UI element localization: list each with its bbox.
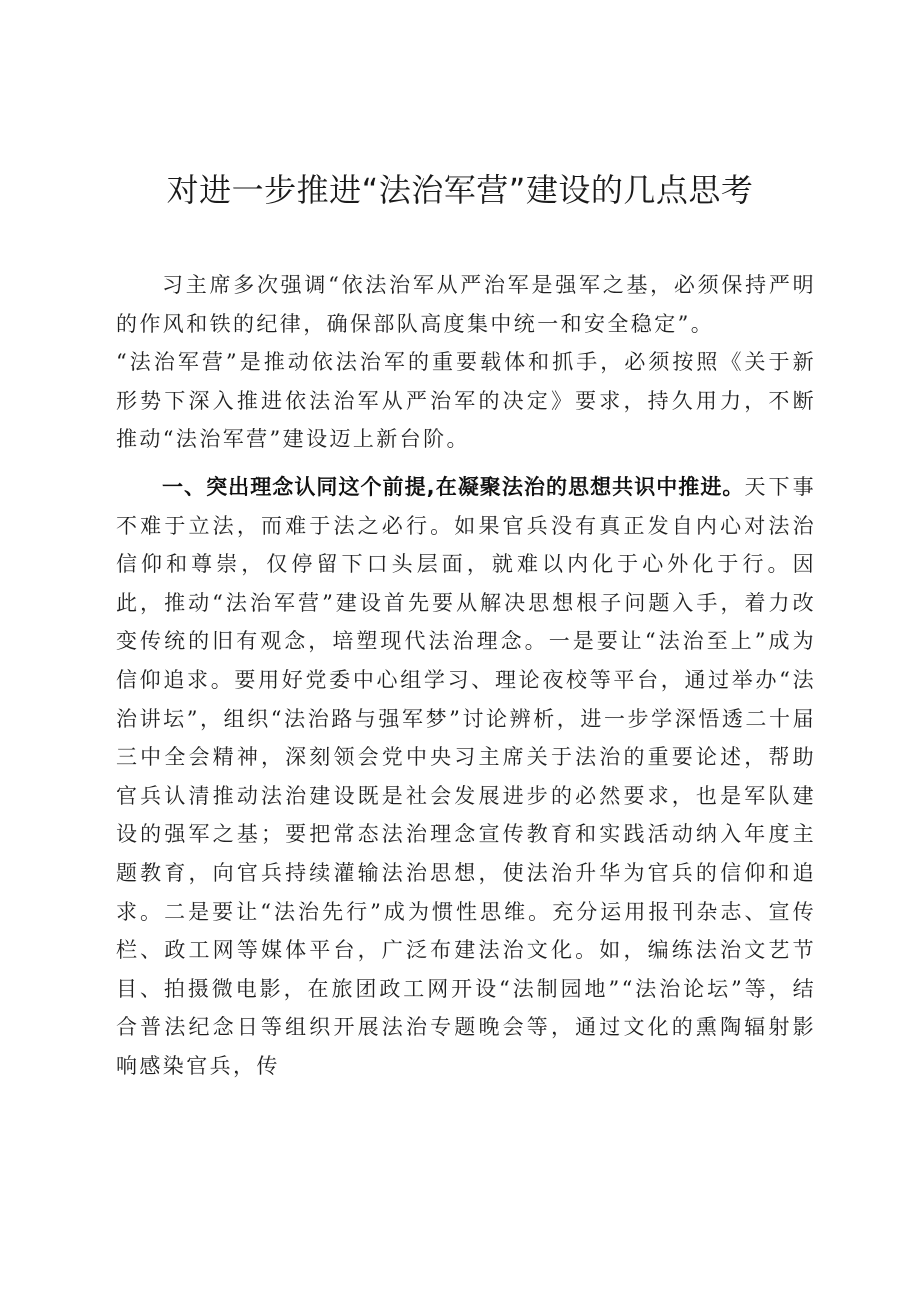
document-body (116, 266, 816, 1085)
section-1-body: 天下事不难于立法，而难于法之必行。如果官兵没有真正发自内心对法治信仰和尊崇，仅停留下口头层面，就难以内化于心外化于行。因此，推动“法治军营”建设首先要从解决思想根子问题入手，着力改变传统的旧有观念，培塑现代法治理念。一是要让“法治至上”成为信仰追求。要用好党委中心组学习、理论夜校等平台，通过举办“法治讲坛”，组织“法治路与强军梦”讨论辨析，进一步学深悟透二十届三中全会精神，深刻领会党中央习主席关于法治的重要论述，帮助官兵认清推动法治建设既是社会发展进步的必然要求，也是军队建设的强军之基；要把常态法治理念宣传教育和实践活动纳入年度主题教育，向官兵持续灌输法治思想，使法治升华为官兵的信仰和追求。二是要让“法治先行”成为惯性思维。充分运用报刊杂志、宣传栏、政工网等媒体平台，广泛布建法治文化。如，编练法治文艺节目、拍摄微电影，在旅团政工网开设“法制园地”“法治论坛”等，结合普法纪念日等组织开展法治专题晚会等，通过文化的熏陶辐射影响感染官兵，传 (116, 474, 816, 1078)
intro-paragraph-2: “法治军营”是推动依法治军的重要载体和抓手，必须按照《关于新形势下深入推进依法治军从严治军的决定》要求，持久用力，不断推动“法治军营”建设迈上新台阶。 (116, 350, 816, 452)
section-1-paragraph (116, 468, 816, 1086)
section-1-heading: 一、突出理念认同这个前提,在凝聚法治的思想共识中推进。 (162, 474, 745, 499)
document-title: 对进一步推进“法治军营”建设的几点思考 (166, 171, 754, 209)
intro-paragraph-1: 习主席多次强调“依法治军从严治军是强军之基，必须保持严明的作风和铁的纪律，确保部队高度集中统一和安全稳定”。 (116, 273, 816, 336)
